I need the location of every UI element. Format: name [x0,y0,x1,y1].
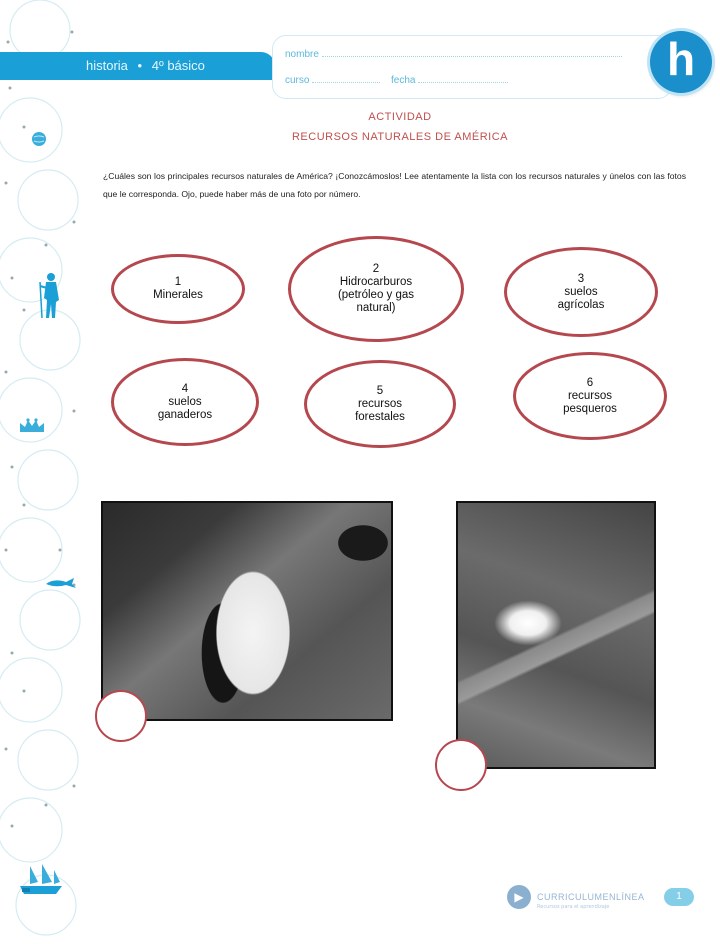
resource-ellipse-6 [513,352,667,440]
instructions-text: ¿Cuáles son los principales recursos naturales de América? ¡Conozcámoslos! Lee atentamente la lista con los recursos naturales y únelos con las fotos que le corresponda. Ojo, puede haber más de una foto por número. [103,171,686,199]
resource-label: ganaderos [157,408,213,421]
resource-number: 1 [174,276,182,288]
resource-number: 5 [376,384,384,397]
resource-number: 4 [181,382,189,395]
fish-icon [44,576,78,590]
explorer-figure-icon [36,272,62,320]
resource-label: forestales [355,410,405,423]
student-info-form [272,35,672,99]
course-label: curso [285,75,310,86]
resource-number: 6 [586,376,594,389]
footer-brand-name: CURRICULUMENLÍNEA [537,891,645,902]
resource-ellipse-3 [504,247,658,337]
course-date-row [285,74,645,86]
resource-ellipse-4 [111,358,259,446]
globe-icon [31,131,47,147]
logo-h-icon: h [650,31,712,93]
subject-label: historia [86,58,128,73]
name-field[interactable] [322,48,622,57]
resource-label: Minerales [153,289,203,301]
date-field[interactable] [418,74,508,83]
course-field[interactable] [312,74,380,83]
separator: • [137,58,143,73]
resource-label: natural) [356,302,396,314]
resource-label: (petróleo y gas [337,289,415,301]
photo-foundry-worker [456,501,656,769]
subject-banner [0,52,275,80]
page-number: 1 [664,888,694,906]
resource-ellipse-2 [288,236,464,342]
resource-label: suelos [564,285,598,298]
resource-ellipse-5 [304,360,456,448]
footer-brand [507,884,645,910]
date-label: fecha [391,75,416,86]
resource-number: 3 [577,272,585,285]
resource-number: 2 [372,263,380,275]
answer-circle-cow[interactable] [95,690,147,742]
grade-label: 4º básico [151,58,205,73]
play-arrow-icon: ▶ [507,885,531,909]
resource-label: agrícolas [557,298,605,311]
answer-circle-foundry[interactable] [435,739,487,791]
photo-cow [101,501,393,721]
activity-title: ACTIVIDAD [368,111,432,123]
resource-label: Hidrocarburos [339,276,413,288]
resource-label: recursos [567,389,613,402]
activity-subtitle: RECURSOS NATURALES DE AMÉRICA [291,131,508,143]
name-row [285,48,645,60]
footer-tagline: Recursos para el aprendizaje [537,903,610,910]
resource-label: pesqueros [563,402,617,415]
resource-ellipse-1 [111,254,245,324]
crown-icon [18,418,46,434]
name-label: nombre [285,49,319,60]
ship-icon [16,862,66,898]
resource-label: suelos [168,395,202,408]
resource-label: recursos [357,397,403,410]
